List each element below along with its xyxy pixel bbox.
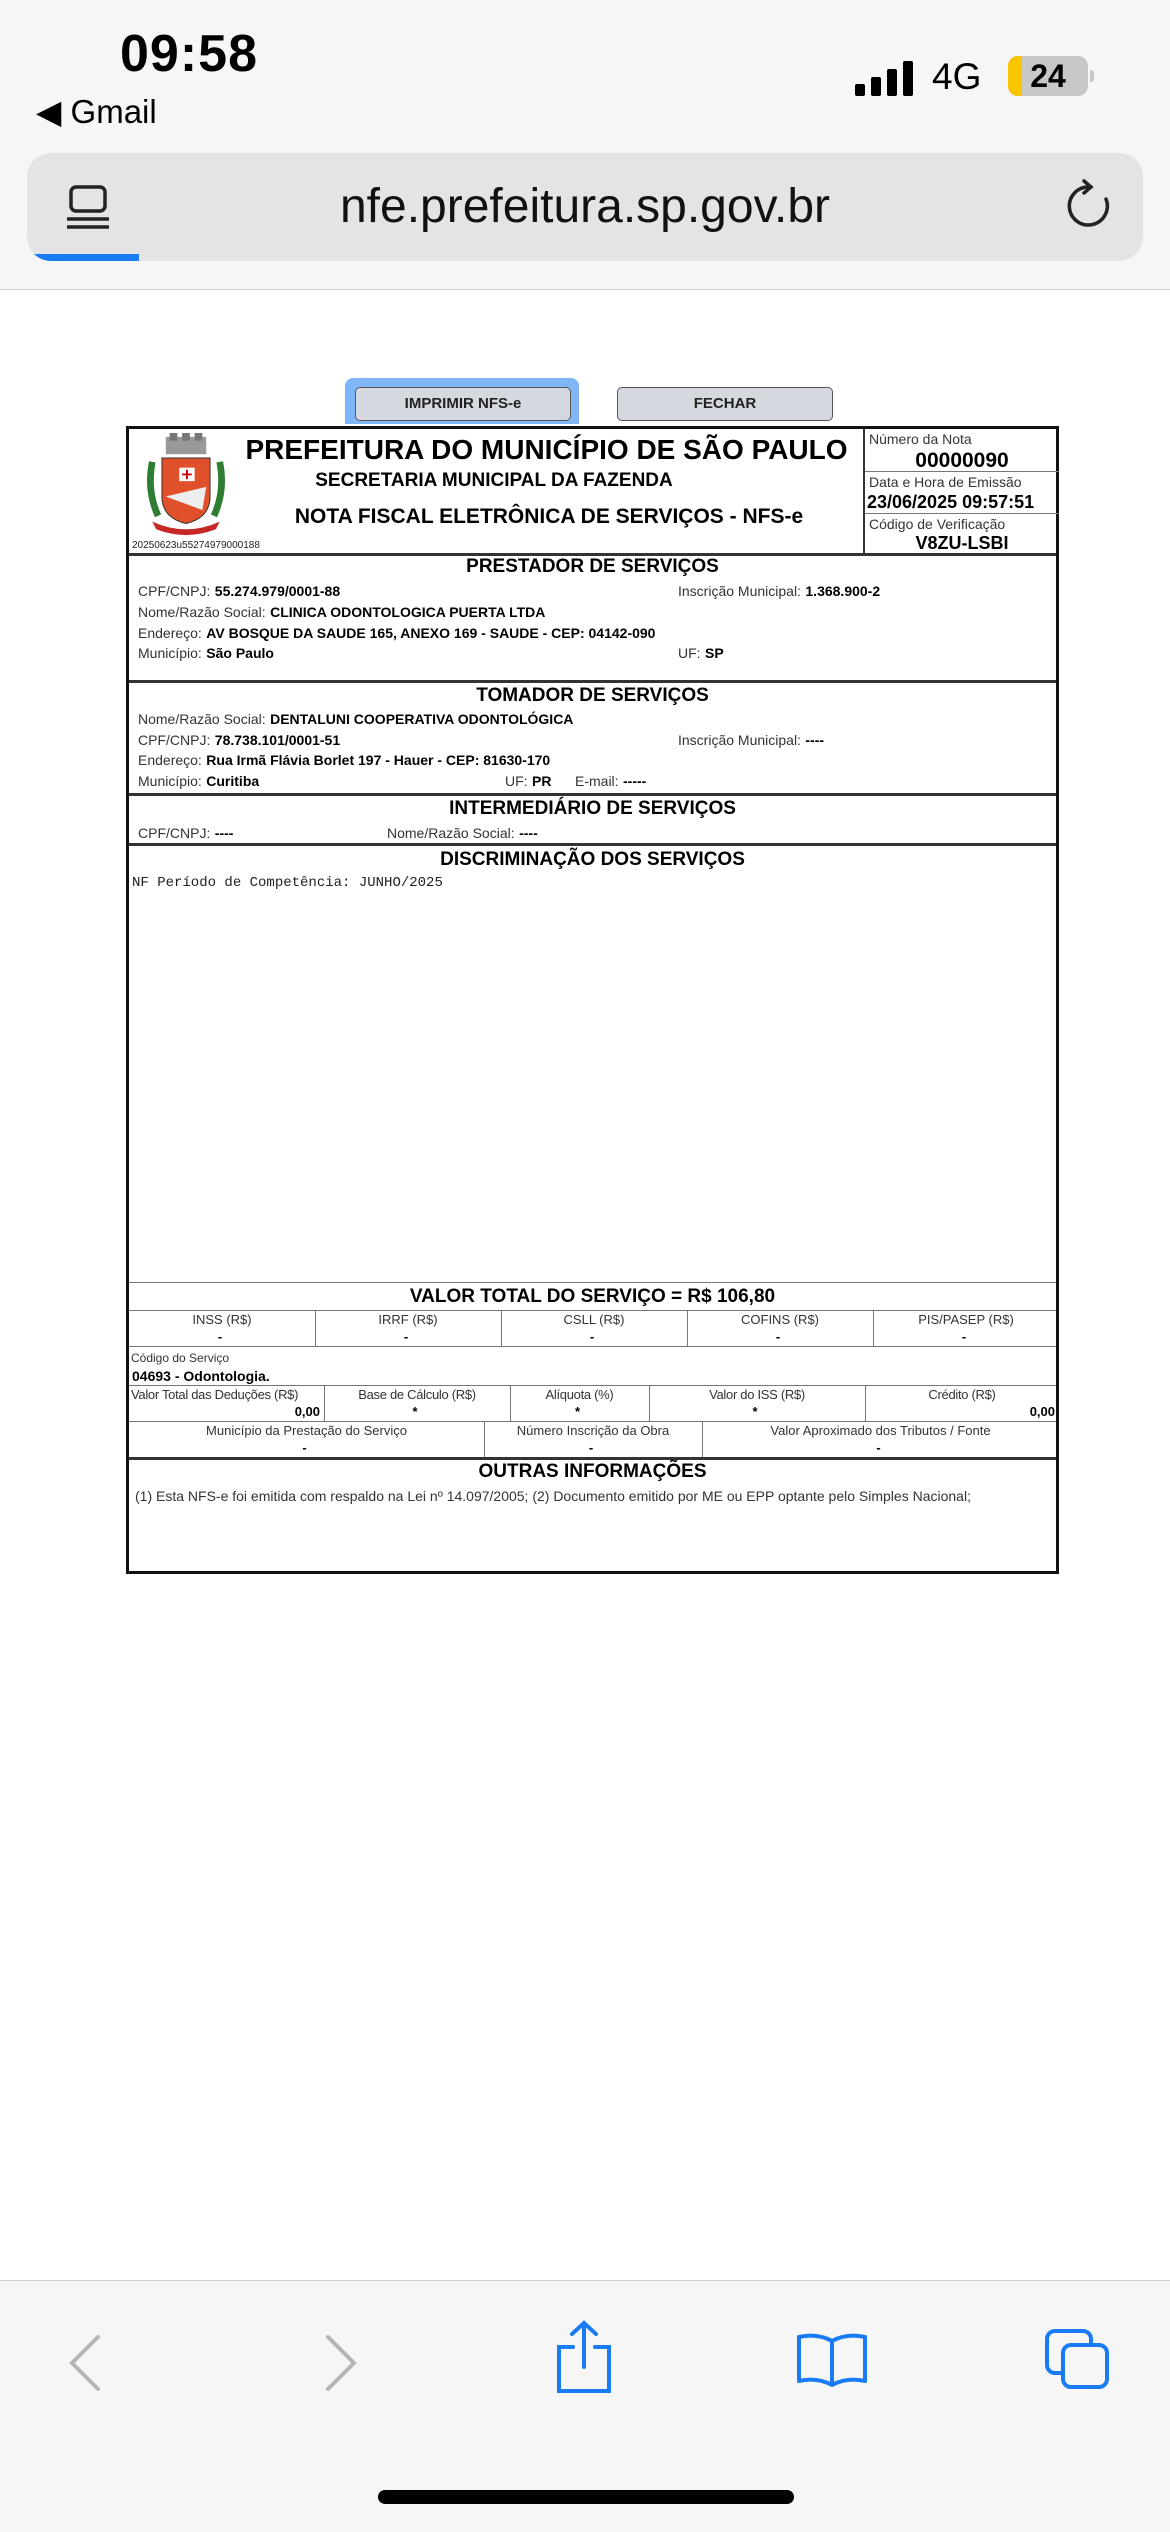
print-button[interactable]: IMPRIMIR NFS-e: [355, 387, 571, 421]
codigo-servico-label: Código do Serviço: [131, 1351, 230, 1365]
intermediario-cnpj-label: CPF/CNPJ:: [138, 825, 211, 841]
extras-label: Número Inscrição da Obra: [516, 1423, 670, 1438]
forward-icon[interactable]: [320, 2333, 360, 2393]
extras-value: -: [588, 1440, 594, 1455]
tomador-uf-label: UF:: [505, 773, 528, 789]
intermediario-heading: INTERMEDIÁRIO DE SERVIÇOS: [449, 798, 736, 819]
tributos-label: COFINS (R$): [741, 1312, 819, 1327]
calculo-label: Alíquota (%): [545, 1387, 614, 1402]
codigo-verificacao-value: V8ZU-LSBI: [915, 533, 1009, 553]
prestador-endereco: AV BOSQUE DA SAUDE 165, ANEXO 169 - SAUDE - CEP: 04142-090: [206, 625, 656, 641]
network-type: 4G: [932, 56, 982, 97]
signal-icon: [855, 60, 915, 96]
issuer-subtitle: SECRETARIA MUNICIPAL DA FAZENDA: [315, 470, 673, 491]
calculo-value: 0,00: [1029, 1404, 1055, 1419]
calculo-value: 0,00: [294, 1404, 320, 1419]
extras-value: -: [876, 1440, 881, 1455]
prestador-uf-label: UF:: [678, 645, 701, 661]
back-icon[interactable]: [66, 2333, 106, 2393]
tributos-value: -: [961, 1329, 967, 1344]
tomador-uf: PR: [532, 773, 552, 789]
tomador-email: -----: [623, 773, 647, 789]
tomador-heading: TOMADOR DE SERVIÇOS: [476, 685, 709, 706]
back-to-app-link[interactable]: ◀ Gmail: [36, 93, 157, 130]
calculo-value: *: [412, 1404, 418, 1419]
share-icon[interactable]: [553, 2319, 615, 2395]
url-text[interactable]: nfe.prefeitura.sp.gov.br: [339, 180, 831, 233]
status-bar: [0, 0, 1170, 150]
numero-value: 00000090: [915, 449, 1009, 472]
logo-code: 20250623u55274979000188: [132, 540, 260, 551]
discriminacao-heading: DISCRIMINAÇÃO DOS SERVIÇOS: [440, 849, 745, 870]
tributos-label: INSS (R$): [192, 1312, 252, 1327]
tomador-cnpj: 78.738.101/0001-51: [214, 732, 341, 748]
prestador-nome: CLINICA ODONTOLOGICA PUERTA LTDA: [270, 604, 546, 620]
data-label: Data e Hora de Emissão: [869, 474, 1022, 490]
intermediario-cnpj: ----: [214, 825, 234, 841]
battery-level: 24: [1030, 58, 1066, 94]
tomador-municipio-label: Município:: [138, 773, 202, 789]
nfse-document: [126, 426, 1059, 1574]
address-bar[interactable]: [27, 153, 1143, 261]
tributos-label: IRRF (R$): [378, 1312, 438, 1327]
issuer-title: PREFEITURA DO MUNICÍPIO DE SÃO PAULO: [245, 434, 848, 465]
prestador-uf: SP: [705, 645, 724, 661]
page-load-progress: [32, 254, 139, 261]
calculo-value: *: [574, 1404, 581, 1419]
calculo-label: Valor Total das Deduções (R$): [131, 1387, 299, 1402]
tabs-icon[interactable]: [1043, 2327, 1113, 2393]
tomador-im-label: Inscrição Municipal:: [678, 732, 801, 748]
tributos-value: -: [775, 1329, 781, 1344]
prestador-heading: PRESTADOR DE SERVIÇOS: [466, 556, 719, 577]
sao-paulo-coat-of-arms-logo: [143, 433, 229, 537]
codigo-verificacao-label: Código de Verificação: [869, 516, 1006, 532]
prestador-im: 1.368.900-2: [805, 583, 881, 599]
tributos-value: -: [217, 1329, 223, 1344]
tomador-nome-label: Nome/Razão Social:: [138, 711, 266, 727]
battery-icon: [1008, 56, 1088, 96]
tributos-value: -: [403, 1329, 409, 1344]
intermediario-nome: ----: [519, 825, 538, 841]
prestador-cnpj-label: CPF/CNPJ:: [138, 583, 211, 599]
data-value: 23/06/2025 09:57:51: [867, 492, 1035, 512]
home-indicator[interactable]: [378, 2490, 794, 2504]
numero-label: Número da Nota: [869, 431, 972, 447]
tomador-im: ----: [805, 732, 825, 748]
outras-text: (1) Esta NFS-e foi emitida com respaldo na Lei nº 14.097/2005; (2) Documento emitido por ME ou EPP optante pelo Simples Nacional;: [135, 1488, 971, 1504]
tomador-email-label: E-mail:: [575, 773, 619, 789]
prestador-municipio-label: Município:: [138, 645, 202, 661]
prestador-endereco-label: Endereço:: [138, 625, 202, 641]
tomador-endereco: Rua Irmã Flávia Borlet 197 - Hauer - CEP: 81630-170: [206, 752, 551, 768]
discriminacao-text: NF Período de Competência: JUNHO/2025: [132, 875, 443, 891]
prestador-im-label: Inscrição Municipal:: [678, 583, 801, 599]
tomador-endereco-label: Endereço:: [138, 752, 202, 768]
document-title: NOTA FISCAL ELETRÔNICA DE SERVIÇOS - NFS-e: [294, 505, 804, 528]
tributos-value: -: [589, 1329, 595, 1344]
tomador-cnpj-label: CPF/CNPJ:: [138, 732, 211, 748]
close-button[interactable]: FECHAR: [617, 387, 833, 421]
prestador-nome-label: Nome/Razão Social:: [138, 604, 266, 620]
battery-tip: [1090, 70, 1094, 82]
calculo-label: Valor do ISS (R$): [709, 1387, 805, 1402]
extras-value: -: [302, 1440, 307, 1455]
extras-label: Valor Aproximado dos Tributos / Fonte: [770, 1423, 991, 1438]
tributos-label: PIS/PASEP (R$): [918, 1312, 1014, 1327]
reload-icon[interactable]: [1062, 179, 1116, 233]
tributos-label: CSLL (R$): [563, 1312, 625, 1327]
intermediario-nome-label: Nome/Razão Social:: [387, 825, 515, 841]
extras-label: Município da Prestação do Serviço: [206, 1423, 407, 1438]
prestador-cnpj: 55.274.979/0001-88: [214, 583, 341, 599]
clock: 09:58: [120, 25, 258, 83]
prestador-municipio: São Paulo: [206, 645, 274, 661]
tomador-municipio: Curitiba: [206, 773, 260, 789]
calculo-label: Crédito (R$): [928, 1387, 996, 1402]
calculo-value: *: [752, 1404, 758, 1419]
valor-total: VALOR TOTAL DO SERVIÇO = R$ 106,80: [409, 1286, 776, 1307]
calculo-label: Base de Cálculo (R$): [358, 1387, 476, 1402]
codigo-servico-value: 04693 - Odontologia.: [132, 1368, 270, 1384]
outras-heading: OUTRAS INFORMAÇÕES: [478, 1461, 707, 1482]
bookmarks-icon[interactable]: [795, 2331, 869, 2387]
tomador-nome: DENTALUNI COOPERATIVA ODONTOLÓGICA: [270, 711, 574, 727]
